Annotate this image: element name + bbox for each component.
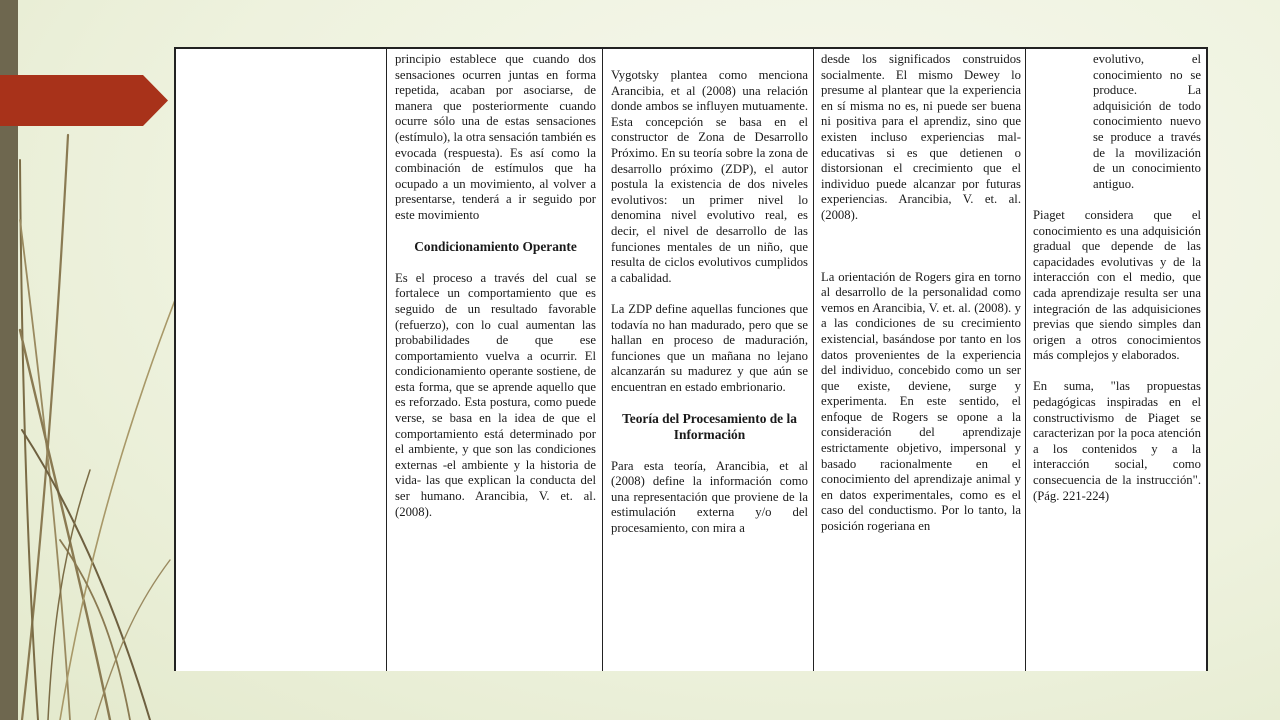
table-column-constructivismo [1025, 49, 1206, 671]
document-table [174, 47, 1208, 671]
table-column-humanismo [813, 49, 1025, 671]
red-arrow-icon [0, 75, 168, 126]
paragraph: desde los significados construidos socialmente. El mismo Dewey lo presume al plantear que la experiencia en sí misma no es, ni puede ser buena ni positiva para el aprendiz, sino que existen incluso experiencias mal-educativas si es que detienen o distorsionan el crecimiento que el individuo puede alcanzar por futuras experiencias. Arancibia, V. et. al. (2008). [821, 52, 1021, 222]
table-column-conductismo [386, 49, 602, 671]
paragraph: principio establece que cuando dos sensaciones ocurren juntas en forma repetida, acaban por asociarse, de manera que posteriormente cuando ocurre sólo una de estas sensaciones (estímulo), la otra sensación también es evocada (respuesta). Es así como la combinación de estímulos que ha ocupado a un movimiento, al volver a presentarse, tenderá a ir seguido por este movimiento [395, 52, 596, 222]
section-heading: Condicionamiento Operante [414, 239, 577, 255]
paragraph: Piaget considera que el conocimiento es una adquisición gradual que depende de las capacidades evolutivas y de la interacción con el medio, que cada aprendizaje resulta ser una integración de las adquisiciones previas que siendo simples dan origen a otros conocimientos más complejos y elaborados. [1033, 207, 1201, 363]
paragraph: evolutivo, el conocimiento no se produce. La adquisición de todo conocimiento nuevo se produce a través de la movilización de un conocimiento antiguo. [1093, 52, 1201, 191]
paragraph: Para esta teoría, Arancibia, et al (2008) define la información como una representación que proviene de la estimulación externa y/o del procesamiento, con mira a [611, 458, 808, 536]
paragraph: Vygotsky plantea como menciona Arancibia, et al (2008) una relación donde ambos se influyen mutuamente. Esta concepción se basa en el constructor de Zona de Desarrollo Próximo. En su teoría sobre la zona de desarrollo próximo (ZDP), el autor postula la existencia de dos niveles evolutivos: un primer nivel lo denomina nivel evolutivo real, es decir, el nivel de desarrollo de las funciones mentales de un niño, que resulta de ciclos evolutivos cumplidos a cabalidad. [611, 68, 808, 285]
paragraph: Es el proceso a través del cual se fortalece un comportamiento que es seguido de un resultado favorable (refuerzo), con lo cual aumentan las probabilidades de que ese comportamiento vuelva a ocurrir. El condicionamiento operante sostiene, de esta forma, que se aprende aquello que es reforzado. Esta postura, como puede verse, se basa en la idea de que el comportamiento está determinado por el ambiente, y que son las condiciones externas -el ambiente y la historia de vida- las que explican la conducta del ser humano. Arancibia, V. et. al. (2008). [395, 270, 596, 519]
paragraph: La orientación de Rogers gira en torno al desarrollo de la personalidad como vemos en Arancibia, V. et. al. (2008). y a las condiciones de su crecimiento existencial, basándose por tanto en los datos provenientes de la experiencia del individuo, concebido como un ser que existe, deviene, surge y experimenta. En este sentido, el enfoque de Rogers se opone a la consideración del aprendizaje estrictamente objetivo, impersonal y basado racionalmente en el conocimiento del aprendizaje animal y en datos experimentales, como es el caso del conductismo. Por lo tanto, la posición rogeriana en [821, 269, 1021, 534]
paragraph: En suma, "las propuestas pedagógicas inspiradas en el constructivismo de Piaget se caracterizan por la poca atención a los contenidos y a la interacción social, como consecuencia de la instrucción". (Pág. 221-224) [1033, 379, 1201, 503]
paragraph: La ZDP define aquellas funciones que todavía no han madurado, pero que se hallan en proceso de maduración, funciones que un mañana no lejano alcanzarán su madurez y que aún se encuentran en estado embrionario. [611, 301, 808, 394]
table-column-empty [176, 49, 388, 671]
table-column-cognitivismo [602, 49, 813, 671]
section-heading: Teoría del Procesamiento de la Información [622, 411, 797, 443]
